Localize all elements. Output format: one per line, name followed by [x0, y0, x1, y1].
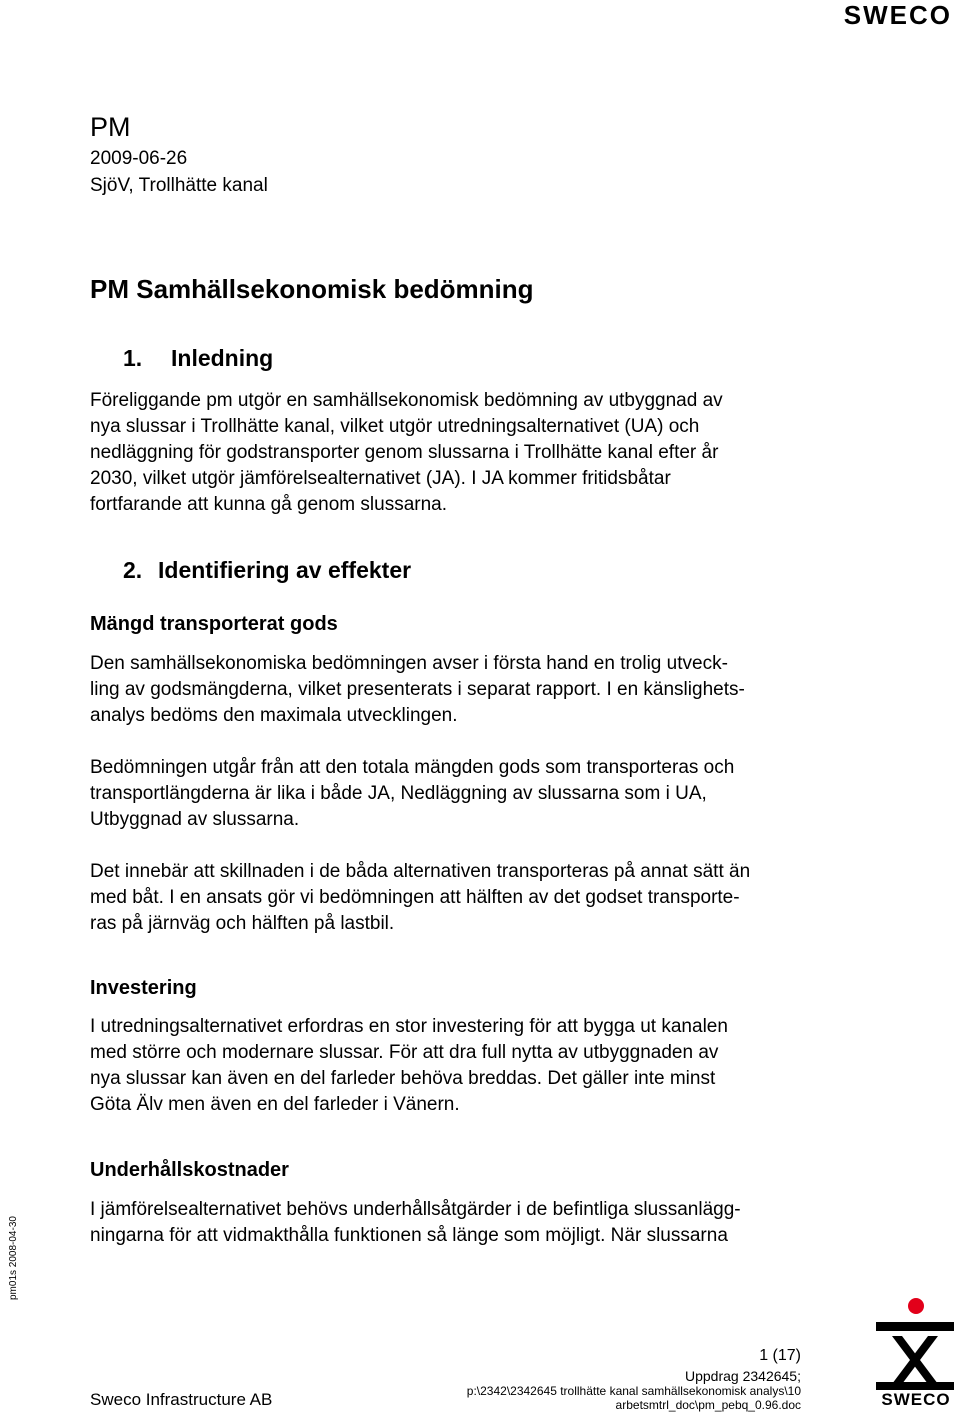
text-line: I jämförelsealternativet behövs underhållsåtgärder i de befintliga slussanlägg-	[90, 1199, 741, 1220]
paragraph-mangd-3	[90, 859, 810, 937]
paragraph-inledning	[90, 388, 810, 518]
text-line: Föreliggande pm utgör en samhällsekonomisk bedömning av utbyggnad av	[90, 390, 723, 411]
assignment-number: Uppdrag 2342645;	[685, 1368, 801, 1384]
text-line: Utbyggnad av slussarna.	[90, 809, 300, 830]
paragraph-underhall	[90, 1197, 810, 1249]
text-line: analys bedöms den maximala utvecklingen.	[90, 705, 458, 726]
text-line: ling av godsmängderna, vilket presenterats i separat rapport. I en känslighets-	[90, 679, 745, 700]
text-line: nya slussar i Trollhätte kanal, vilket utgör utredningsalternativet (UA) och	[90, 416, 700, 437]
paragraph-mangd-2	[90, 755, 810, 833]
text-line: I utredningsalternativet erfordras en stor investering för att bygga ut kanalen	[90, 1016, 728, 1037]
file-path-line-2: arbetsmtrl_doc\pm_pebq_0.96.doc	[615, 1398, 801, 1412]
file-path-line-1: p:\2342\2342645 trollhätte kanal samhällsekonomisk analys\10	[466, 1384, 801, 1398]
section-title: Identifiering av effekter	[158, 557, 412, 583]
section-heading-inledning	[123, 345, 274, 372]
paragraph-investering	[90, 1014, 810, 1118]
paragraph-mangd-1	[90, 651, 810, 729]
text-line: med båt. I en ansats gör vi bedömningen att hälften av det godset transporte-	[90, 887, 740, 908]
section-title: Inledning	[171, 345, 274, 371]
text-line: Det innebär att skillnaden i de båda alternativen transporteras på annat sätt än	[90, 861, 751, 882]
text-line: nya slussar kan även en del farleder behöva breddas. Det gäller inte minst	[90, 1068, 716, 1089]
company-name: Sweco Infrastructure AB	[90, 1390, 273, 1409]
document-type: PM	[90, 112, 131, 142]
document-date: 2009-06-26	[90, 148, 188, 169]
document-department: SjöV, Trollhätte kanal	[90, 175, 268, 196]
page-number: 1 (17)	[759, 1347, 801, 1364]
text-line: ras på järnväg och hälften på lastbil.	[90, 913, 395, 934]
text-line: nedläggning för godstransporter genom slussarna i Trollhätte kanal efter år	[90, 442, 719, 463]
sweco-logo-top: SWECO	[843, 0, 952, 30]
text-line: fortfarande att kunna gå genom slussarna.	[90, 494, 448, 515]
text-line: Den samhällsekonomiska bedömningen avser i första hand en trolig utveck-	[90, 653, 728, 674]
text-line: Bedömningen utgår från att den totala mängden gods som transporteras och	[90, 757, 735, 778]
text-line: Göta Älv men även en del farleder i Vänern.	[90, 1094, 460, 1115]
section-number: 1.	[123, 345, 143, 371]
text-line: 2030, vilket utgör jämförelsealternativet (JA). I JA kommer fritidsbåtar	[90, 468, 671, 489]
text-line: ningarna för att vidmakthålla funktionen så länge som möjligt. När slussarna	[90, 1225, 728, 1246]
text-line: transportlängderna är lika i både JA, Nedläggning av slussarna som i UA,	[90, 783, 707, 804]
subheading-investering: Investering	[90, 977, 197, 999]
template-version-text: pm01s 2008-04-30	[8, 1216, 19, 1300]
document-title: PM Samhällsekonomisk bedömning	[90, 274, 534, 304]
subheading-mangd: Mängd transporterat gods	[90, 613, 338, 635]
section-number: 2.	[123, 557, 143, 583]
subheading-underhall: Underhållskostnader	[90, 1159, 289, 1181]
text-line: med större och modernare slussar. För att dra full nytta av utbyggnaden av	[90, 1042, 719, 1063]
sweco-logo-bottom-text: SWECO	[881, 1390, 951, 1409]
section-heading-identifiering	[123, 557, 412, 584]
